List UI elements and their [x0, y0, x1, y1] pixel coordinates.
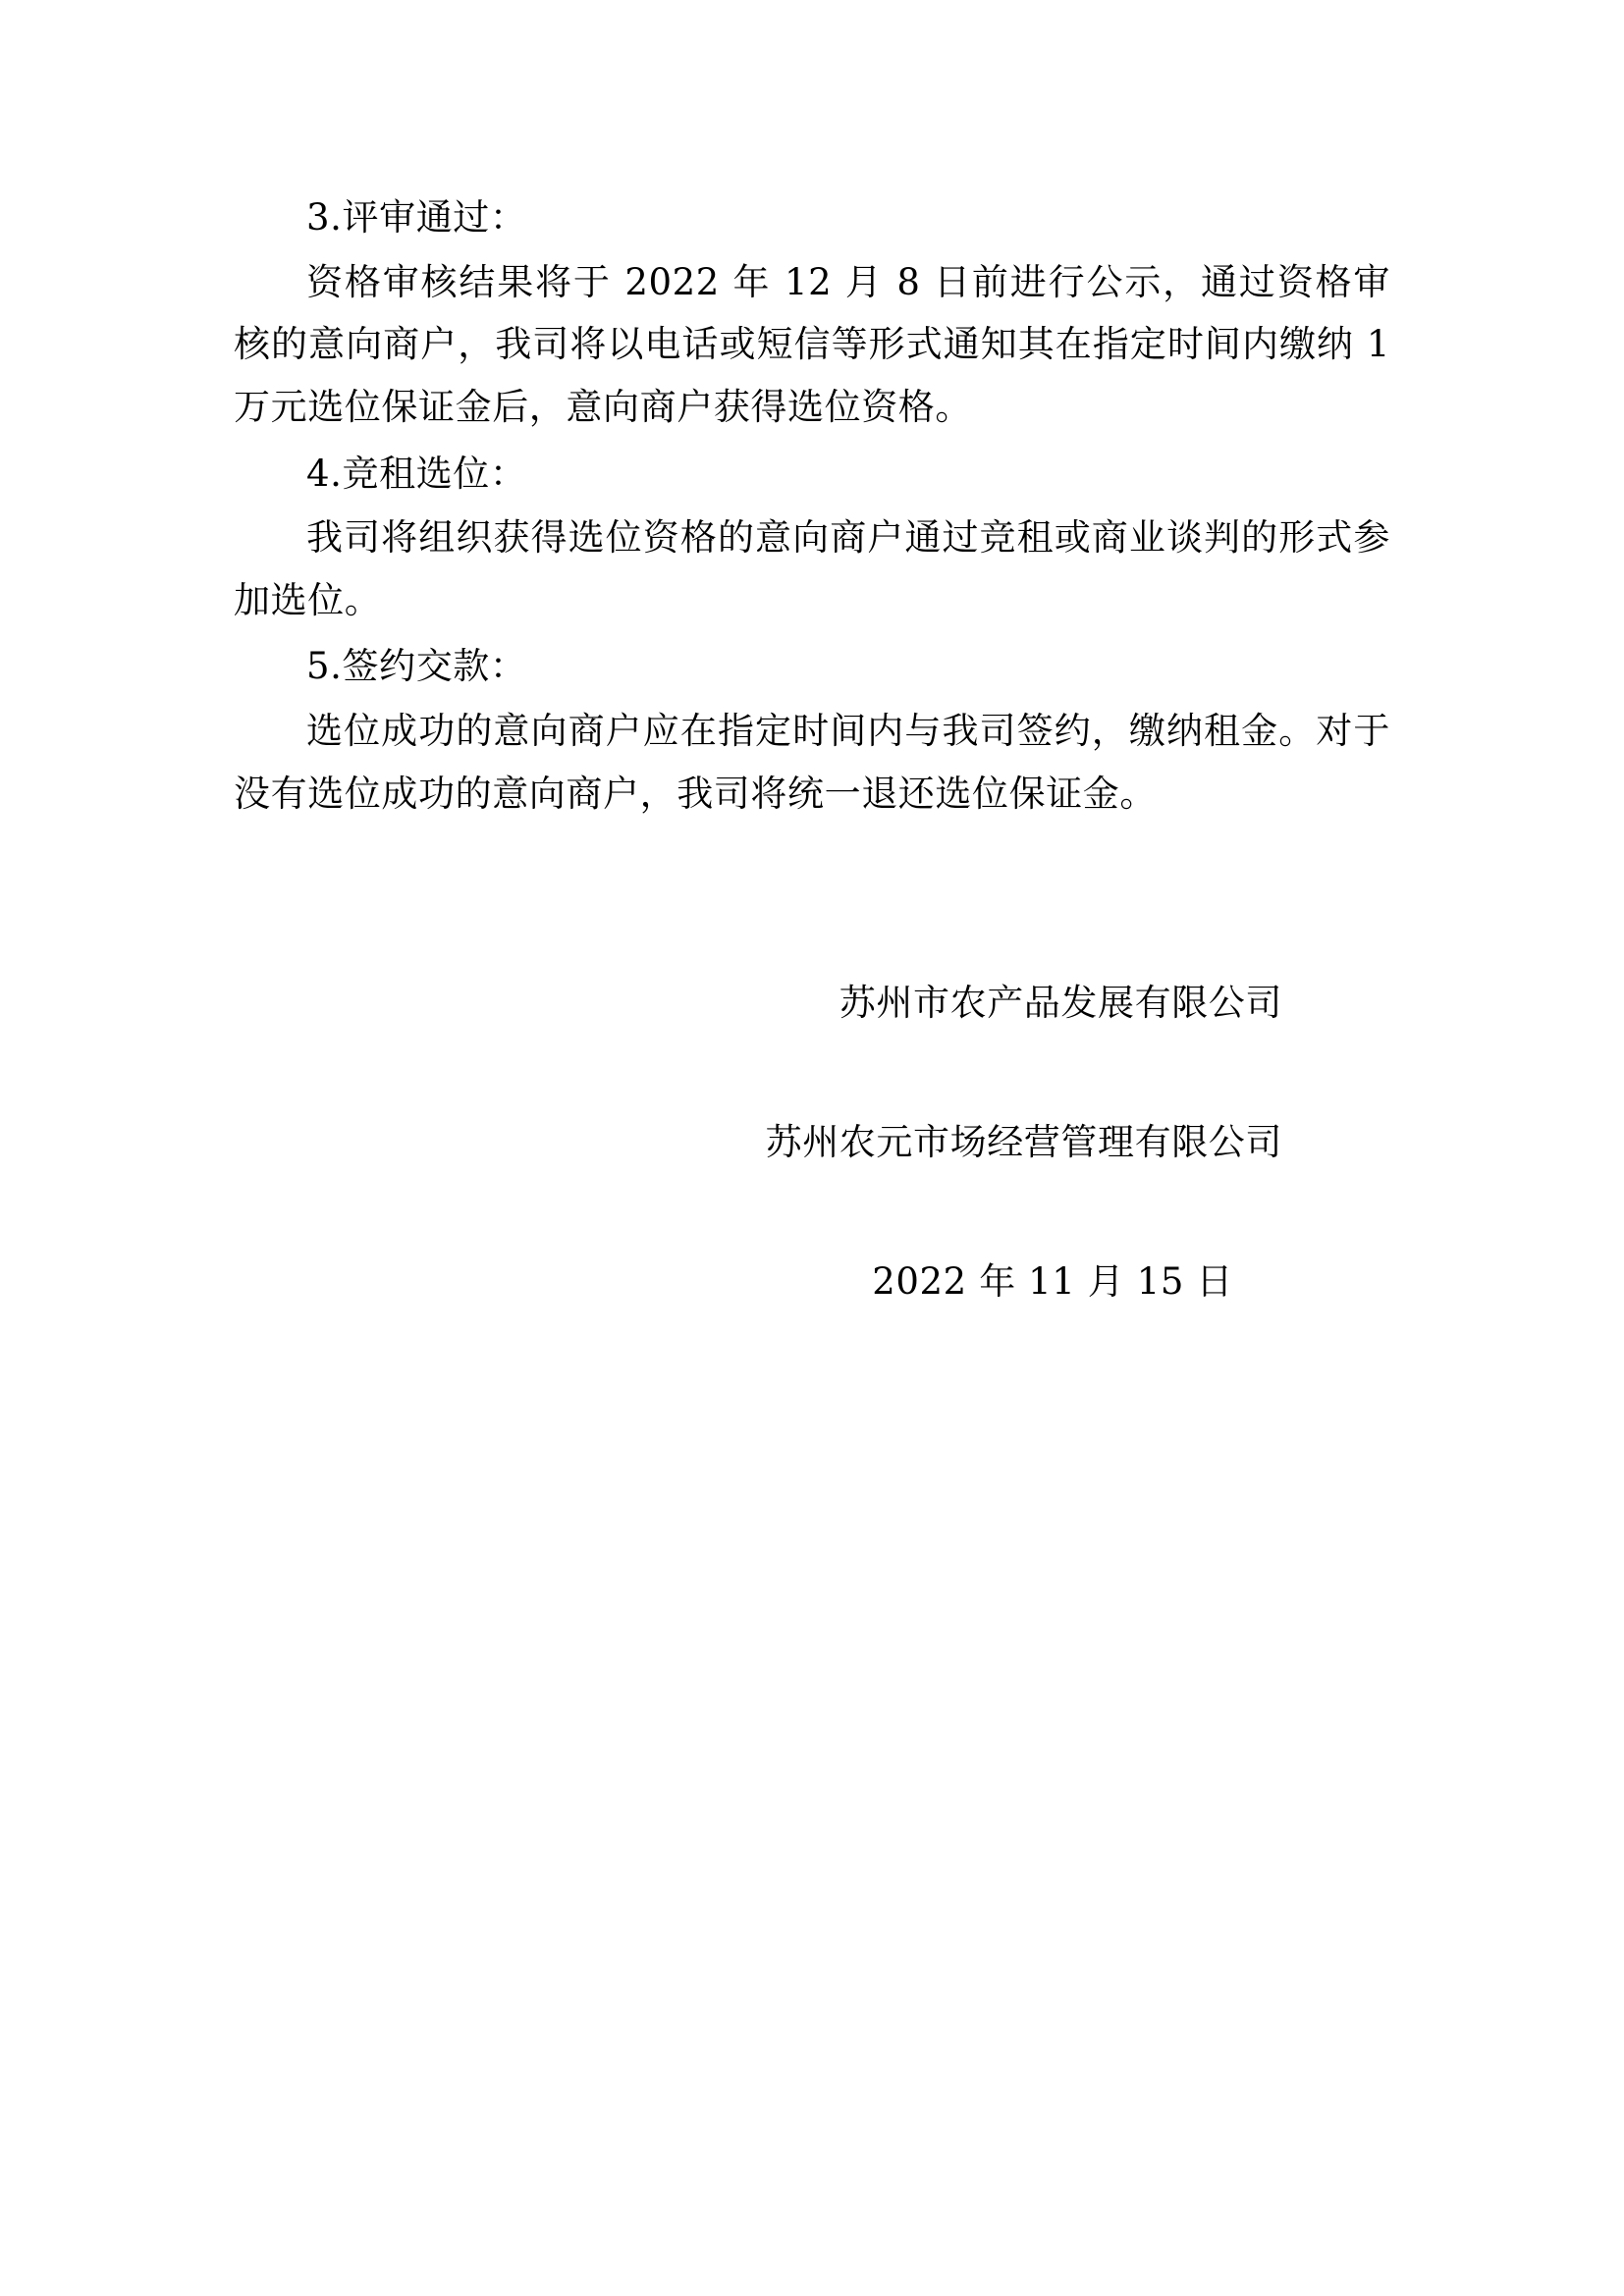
section-4-heading: 4.竞租选位： [306, 452, 527, 495]
signature-date: 2022 年 11 月 15 日 [872, 1259, 1233, 1303]
signature-company-secondary: 苏州农元市场经营管理有限公司 [765, 1120, 1282, 1163]
section-5-heading: 5.签约交款： [306, 645, 527, 688]
section-4-body: 我司将组织获得选位资格的意向商户通过竞租或商业谈判的形式参加选位。 [234, 516, 1390, 621]
document-body [234, 187, 1390, 825]
signature-company-primary: 苏州市农产品发展有限公司 [839, 982, 1282, 1025]
section-3-body: 资格审核结果将于 2022 年 12 月 8 日前进行公示，通过资格审核的意向商户，我司将以电话或短信等形式通知其在指定时间内缴纳 1 万元选位保证金后，意向商户获得选位资格。 [234, 260, 1390, 428]
section-5-body: 选位成功的意向商户应在指定时间内与我司签约，缴纳租金。对于没有选位成功的意向商户，我司将统一退还选位保证金。 [234, 710, 1390, 815]
signature-block [234, 972, 1390, 1312]
section-3-heading: 3.评审通过： [306, 196, 527, 239]
